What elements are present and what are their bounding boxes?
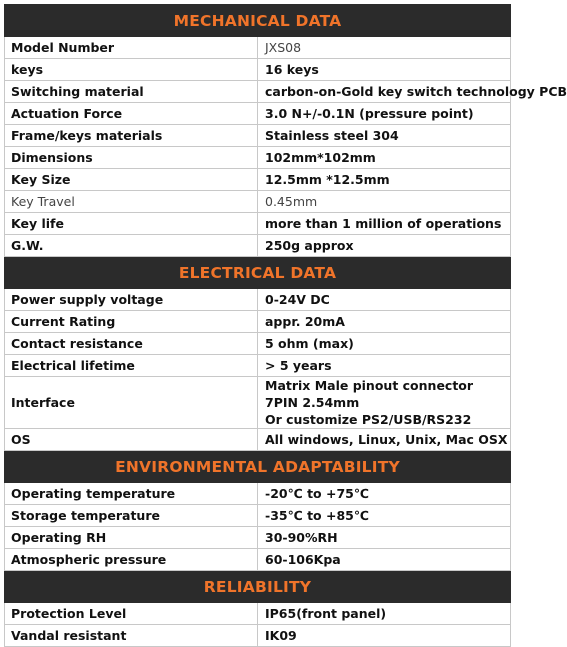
table-row (5, 311, 511, 333)
row-value: 0.45mm (258, 191, 511, 213)
table-row (5, 235, 511, 257)
row-value: appr. 20mA (258, 311, 511, 333)
row-label: Switching material (5, 81, 258, 103)
row-label: Model Number (5, 37, 258, 59)
section-title: ELECTRICAL DATA (5, 257, 511, 289)
row-value: more than 1 million of operations (258, 213, 511, 235)
row-label: Key Size (5, 169, 258, 191)
table-row (5, 213, 511, 235)
row-value: 3.0 N+/-0.1N (pressure point) (258, 103, 511, 125)
spec-table (4, 4, 567, 647)
section-header-reliability (5, 571, 511, 603)
row-label: Power supply voltage (5, 289, 258, 311)
row-value (258, 377, 511, 429)
section-title: MECHANICAL DATA (5, 5, 511, 37)
section-title: RELIABILITY (5, 571, 511, 603)
row-label: Interface (5, 377, 258, 429)
row-label: Operating temperature (5, 483, 258, 505)
table-row (5, 191, 511, 213)
table-row (5, 125, 511, 147)
table-row (5, 505, 511, 527)
row-value: IP65(front panel) (258, 603, 511, 625)
row-value: 0-24V DC (258, 289, 511, 311)
table-row (5, 147, 511, 169)
row-label: Contact resistance (5, 333, 258, 355)
section-header-mechanical (5, 5, 511, 37)
row-value: -20℃ to +75℃ (258, 483, 511, 505)
row-label: Electrical lifetime (5, 355, 258, 377)
table-row (5, 625, 511, 647)
table-row (5, 483, 511, 505)
table-row (5, 333, 511, 355)
section-header-environmental (5, 451, 511, 483)
row-label: G.W. (5, 235, 258, 257)
value-line: Matrix Male pinout connector 7PIN 2.54mm (265, 378, 474, 410)
row-value: 16 keys (258, 59, 511, 81)
table-row (5, 355, 511, 377)
row-value: IK09 (258, 625, 511, 647)
row-label: keys (5, 59, 258, 81)
row-label: Storage temperature (5, 505, 258, 527)
row-label: Frame/keys materials (5, 125, 258, 147)
row-value: 250g approx (258, 235, 511, 257)
table-row (5, 81, 511, 103)
row-value: 12.5mm *12.5mm (258, 169, 511, 191)
row-value: 60-106Kpa (258, 549, 511, 571)
table-row (5, 527, 511, 549)
row-label: Actuation Force (5, 103, 258, 125)
row-value: 5 ohm (max) (258, 333, 511, 355)
section-header-electrical (5, 257, 511, 289)
table-row (5, 59, 511, 81)
row-value: 102mm*102mm (258, 147, 511, 169)
row-value: JXS08 (258, 37, 511, 59)
row-value: 30-90%RH (258, 527, 511, 549)
row-value: > 5 years (258, 355, 511, 377)
row-label: Atmospheric pressure (5, 549, 258, 571)
table-row (5, 103, 511, 125)
table-row (5, 169, 511, 191)
table-row (5, 37, 511, 59)
table-row (5, 549, 511, 571)
row-label: Key life (5, 213, 258, 235)
table-row (5, 603, 511, 625)
row-label: Dimensions (5, 147, 258, 169)
row-label: Key Travel (5, 191, 258, 213)
row-value: carbon-on-Gold key switch technology PCB (258, 81, 511, 103)
row-label: Vandal resistant (5, 625, 258, 647)
value-line: Or customize PS2/USB/RS232 (265, 412, 472, 427)
table-row (5, 429, 511, 451)
row-value: All windows, Linux, Unix, Mac OSX (258, 429, 511, 451)
row-label: Protection Level (5, 603, 258, 625)
row-label: OS (5, 429, 258, 451)
row-value: Stainless steel 304 (258, 125, 511, 147)
row-value: -35℃ to +85℃ (258, 505, 511, 527)
row-label: Operating RH (5, 527, 258, 549)
row-label: Current Rating (5, 311, 258, 333)
table-row (5, 289, 511, 311)
table-row (5, 377, 511, 429)
section-title: ENVIRONMENTAL ADAPTABILITY (5, 451, 511, 483)
